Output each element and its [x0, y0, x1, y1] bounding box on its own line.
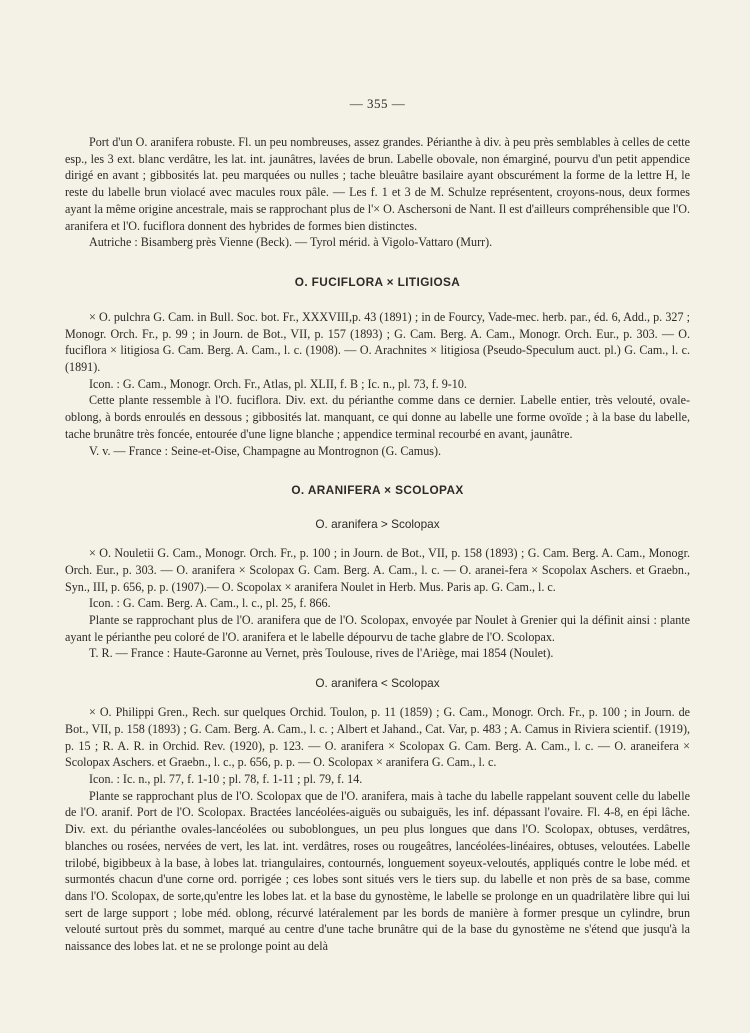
paragraph: × O. Nouletii G. Cam., Monogr. Orch. Fr., p. 100 ; in Journ. de Bot., VII, p. 158 (1893) ; G. Cam. Berg. A. Cam., Monogr. Orch. Eur., p. 303. — O. aranifera × Scolopax G. Cam. Berg. A. Cam., l. c. — O. aranei-fera × Scopolax Aschers. et Graebn., Syn., III, p. 656, p. p. (1907).— O. Scopolax × aranifera Noulet in Herb. Mus. Paris ap. G. Cam., l. c.: [65, 546, 690, 594]
paragraph: Icon. : G. Cam. Berg. A. Cam., l. c., pl. 25, f. 866.: [89, 596, 331, 611]
paragraph: Icon. : G. Cam., Monogr. Orch. Fr., Atlas, pl. XLII, f. B ; Ic. n., pl. 73, f. 9-10.: [89, 376, 467, 391]
paragraph: Icon. : Ic. n., pl. 77, f. 1-10 ; pl. 78, f. 1-11 ; pl. 79, f. 14.: [89, 771, 363, 786]
paragraph: T. R. — France : Haute-Garonne au Vernet, près Toulouse, rives de l'Ariège, mai 1854 (Noulet).: [89, 646, 554, 661]
section-heading: O. FUCIFLORA × LITIGIOSA: [294, 274, 461, 289]
section-subheading: O. aranifera < Scolopax: [315, 676, 440, 691]
paragraph: × O. Philippi Gren., Rech. sur quelques Orchid. Toulon, p. 11 (1859) ; G. Cam., Monogr. Orch. Fr., p. 100 ; in Journ. de Bot., VII, p. 158 (1893) ; G. Cam. Berg. A. Cam., l. c. ; Albert et Jahand., Cat. Var, p. 483 ; A. Camus in Riviera scientif. (1919), p. 15 ; R. A. R. in Orchid. Rev. (1920), p. 123. — O. aranifera × Scolopax G. Cam. Berg. A. Cam., l. c. — O. araneifera × Scolopax Aschers. et Graebn., l. c., p. 656, p. p. — O. Scolopax × aranifera G. Cam., l. c.: [65, 705, 690, 770]
page-number: — 355 —: [349, 96, 406, 111]
section-heading: O. ARANIFERA × SCOLOPAX: [291, 483, 464, 498]
paragraph: Port d'un O. aranifera robuste. Fl. un peu nombreuses, assez grandes. Périanthe à div. à peu près semblables à celles de cette esp., les 3 ext. blanc verdâtre, les lat. int. jaunâtres, lavées de brun. Labelle obovale, non émarginé, pourvu d'un petit appendice dirigé en avant ; gibbosités lat. peu marquées ou nulles ; tache bleuâtre basilaire ayant obscurément la forme de la lettre H, le reste du labelle brun violacé avec macules roux pâle. — Les f. 1 et 3 de M. Schulze représentent, croyons-nous, deux formes ayant la même origine ancestrale, mais se rapprochant plus de l'× O. Aschersoni de Nant. Il est d'ailleurs compréhensible que l'O. aranifera et l'O. fuciflora donnent des hybrides de formes bien distinctes.: [65, 135, 690, 233]
paragraph: Plante se rapprochant plus de l'O. Scolopax que de l'O. aranifera, mais à tache du labelle rappelant souvent celle du labelle de l'O. aranif. Port de l'O. Scolopax. Bractées lancéolées-aiguës ou subaiguës, les inf. dépassant l'ovaire. Fl. 4-8, en épi lâche. Div. ext. du périanthe ovales-lancéolées ou suboblongues, un peu plus longues que dans l'O. Scolopax, obtuses, verdâtres, blanches ou rosées, nervées de vert, les lat. int. verdâtres, roses ou rougeâtres, lancéolées-linéaires, obtuses, veloutées. Labelle trilobé, bigibbeux à la base, à lobes lat. triangulaires, contournés, longuement soyeux-veloutés, appliqués contre le lobe méd. et surmontés chacun d'une corne ord. porrigée ; ces lobes sont situés vers le tiers sup. du labelle et non près de sa base, comme dans l'O. Scolopax, de sorte,qu'entre les lobes lat. et la base du gynostème, le labelle se prolonge en un quadrilatère libre qui lui sert de large support ; lobe méd. oblong, récurvé latéralement par les bords de manière à former presque un cylindre, brun velouté surtout près du sommet, marqué au centre d'une tache brunâtre qui de la base du gynostème ne s'étend que jusqu'à la naissance des lobes lat. et ne se prolonge point au delà: [65, 788, 690, 954]
section-aranifera-lt-scolopax: [65, 676, 690, 955]
section-fuciflora-litigiosa: [65, 275, 690, 459]
paragraph: × O. pulchra G. Cam. in Bull. Soc. bot. Fr., XXXVIII,p. 43 (1891) ; in de Fourcy, Vade-mec. herb. par., éd. 6, Add., p. 327 ; Monogr. Orch. Fr., p. 99 ; in Journ. de Bot., VII, p. 157 (1893) ; G. Cam. Berg. A. Cam., Monogr. Orch. Eur., p. 303. — O. fuciflora × litigiosa G. Cam. Berg. A. Cam., l. c. (1908). — O. Arachnites × litigiosa (Pseudo-Speculum auct. pl.) G. Cam., l. c. (1891).: [65, 309, 690, 375]
paragraph: Cette plante ressemble à l'O. fuciflora. Div. ext. du périanthe comme dans ce dernier. Labelle entier, très velouté, ovale-oblong, à bords enroulés en dessous ; gibbosités lat. manquant, ce qui donne au labelle une forme ovoïde ; à la base du labelle, tache brunâtre très foncée, entourée d'une ligne blanche ; appendice terminal recourbé en avant, jaunâtre.: [65, 393, 690, 441]
paragraph: Autriche : Bisamberg près Vienne (Beck). — Tyrol mérid. à Vigolo-Vattaro (Murr).: [89, 235, 493, 250]
section-intro: [65, 134, 690, 251]
section-aranifera-scolopax: [65, 483, 690, 662]
paragraph: Plante se rapprochant plus de l'O. aranifera que de l'O. Scolopax, envoyée par Noulet à Grenier qui la définit ainsi : plante ayant le périanthe peu coloré de l'O. aranifera et le labelle dépourvu de tache glabre de l'O. Scolopax.: [65, 613, 690, 644]
paragraph: V. v. — France : Seine-et-Oise, Champagne au Montrognon (G. Camus).: [89, 443, 441, 458]
section-subheading: O. aranifera > Scolopax: [315, 517, 440, 532]
